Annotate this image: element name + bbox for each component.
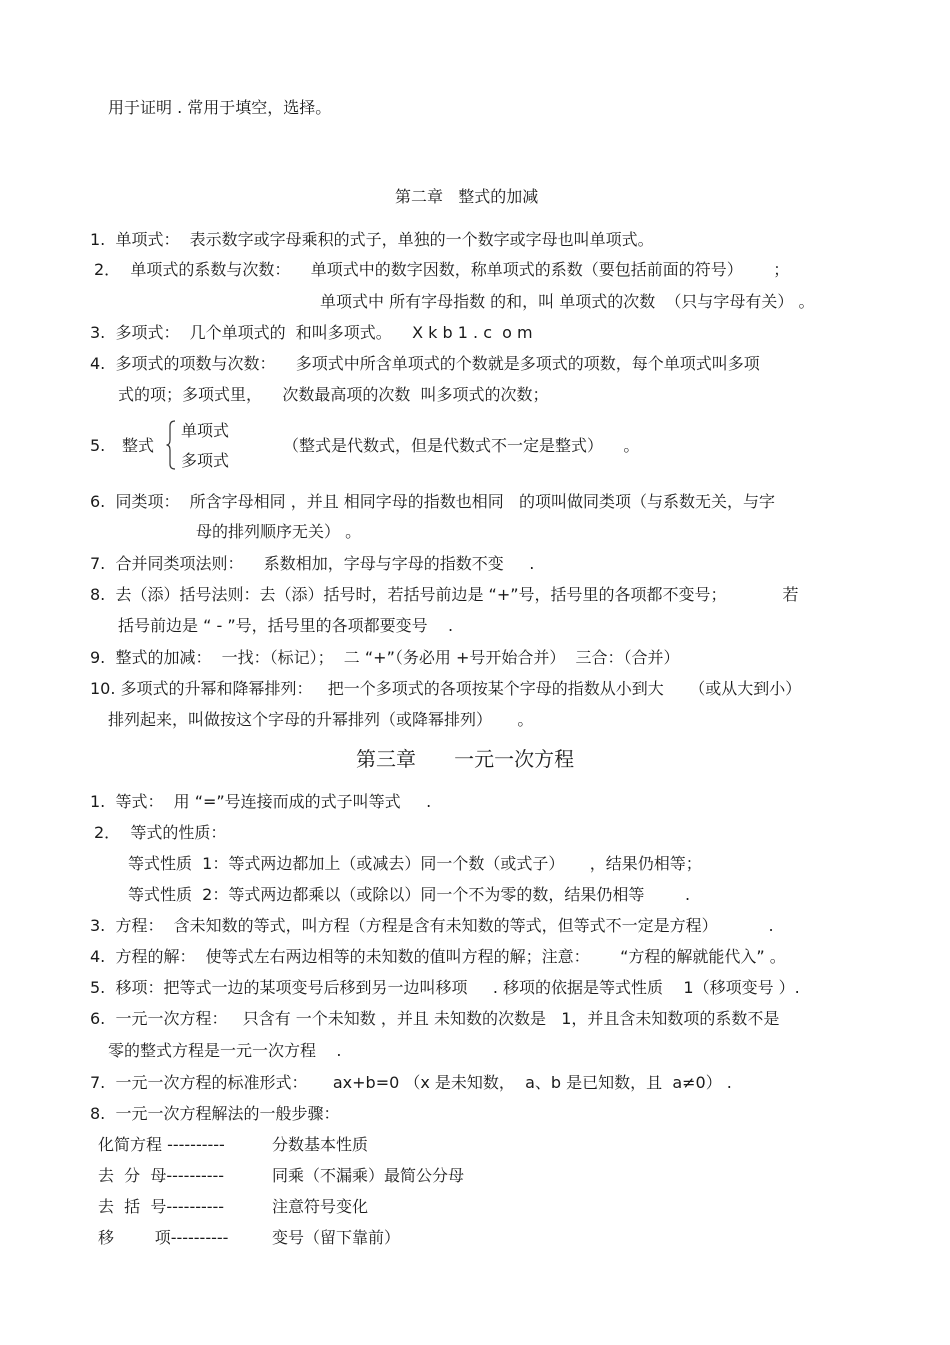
- ch2-item-2-cont: 单项式中 所有字母指数 的和，叫 单项式的次数 （只与字母有关） 。: [320, 292, 815, 311]
- ch3-item-5: 5. 移项：把等式一边的某项变号后移到另一边叫移项 . 移项的依据是等式性质 1（移项变号 ）.: [90, 978, 800, 997]
- ch3-item-7: 7. 一元一次方程的标准形式： ax+b=0 （x 是未知数， a、b 是已知数，且 a≠0） .: [90, 1073, 732, 1092]
- ch3-item-2-property-2: 等式性质 2：等式两边都乘以（或除以）同一个不为零的数，结果仍相等 .: [128, 885, 691, 904]
- ch3-item-8: 8. 一元一次方程解法的一般步骤：: [90, 1104, 340, 1123]
- ch2-item-5-monomial: 单项式: [181, 421, 230, 440]
- ch2-item-6: 6. 同类项： 所含字母相同 ，并且 相同字母的指数也相同 的项叫做同类项（与系数无关，与字: [90, 492, 776, 511]
- step-name: 去 分 母----------: [98, 1166, 225, 1185]
- ch2-item-8-cont: 括号前边是 “ - ”号，括号里的各项都要变号 .: [118, 616, 454, 635]
- step-description: 变号（留下靠前）: [272, 1228, 401, 1247]
- ch3-item-1: 1. 等式： 用 “=”号连接而成的式子叫等式 .: [90, 792, 432, 811]
- step-description: 分数基本性质: [272, 1135, 369, 1154]
- ch2-item-10-cont: 排列起来，叫做按这个字母的升幂排列（或降幂排列） 。: [108, 710, 534, 729]
- step-description: 注意符号变化: [272, 1197, 369, 1216]
- ch2-item-9: 9. 整式的加减： 一找：（标记）； 二 “+”（务必用 +号开始合并） 三合：（合并）: [90, 648, 680, 667]
- ch3-item-6-cont: 零的整式方程是一元一次方程 .: [108, 1041, 342, 1060]
- curly-brace-icon: [166, 420, 176, 470]
- ch2-item-5-label: 整式: [122, 436, 155, 455]
- step-description: 同乘（不漏乘）最简公分母: [272, 1166, 465, 1185]
- chapter-3-title: 第三章 一元一次方程: [356, 747, 575, 771]
- step-name: 去 括 号----------: [98, 1197, 225, 1216]
- ch2-item-3: 3. 多项式： 几个单项式的 和叫多项式。 X k b 1 . c o m: [90, 323, 533, 342]
- ch2-item-5-note: （整式是代数式，但是代数式不一定是整式） 。: [283, 436, 640, 455]
- ch2-item-4: 4. 多项式的项数与次数： 多项式中所含单项式的个数就是多项式的项数，每个单项式叫多项: [90, 354, 760, 373]
- step-name: 化简方程 ----------: [98, 1135, 225, 1154]
- ch2-item-4-cont: 式的项；多项式里， 次数最高项的次数 叫多项式的次数；: [118, 385, 549, 404]
- step-name: 移 项----------: [98, 1228, 229, 1247]
- chapter-2-title: 第二章 整式的加减: [395, 187, 539, 206]
- ch2-item-5-polynomial: 多项式: [181, 451, 230, 470]
- ch3-item-6: 6. 一元一次方程： 只含有 一个未知数 ，并且 未知数的次数是 1，并且含未知数项的系数不是: [90, 1009, 780, 1028]
- ch2-item-2: 2． 单项式的系数与次数： 单项式中的数字因数，称单项式的系数（要包括前面的符号） ；: [94, 260, 790, 279]
- ch3-item-2: 2． 等式的性质：: [94, 823, 227, 842]
- intro-text: 用于证明 . 常用于填空，选择。: [108, 98, 332, 117]
- ch2-item-7: 7. 合并同类项法则： 系数相加，字母与字母的指数不变 .: [90, 554, 535, 573]
- ch2-item-10: 10. 多项式的升幂和降幂排列： 把一个多项式的各项按某个字母的指数从小到大 （或从大到小）: [90, 679, 802, 698]
- ch2-item-6-cont: 母的排列顺序无关） 。: [196, 522, 362, 541]
- ch2-item-5-number: 5.: [90, 436, 106, 455]
- ch3-item-2-property-1: 等式性质 1：等式两边都加上（或减去）同一个数（或式子） ，结果仍相等；: [128, 854, 702, 873]
- ch2-item-1: 1. 单项式： 表示数字或字母乘积的式子，单独的一个数字或字母也叫单项式。: [90, 230, 654, 249]
- ch2-item-8: 8. 去（添）括号法则：去（添）括号时，若括号前边是 “+”号，括号里的各项都不变号； 若: [90, 585, 799, 604]
- ch3-item-4: 4. 方程的解： 使等式左右两边相等的未知数的值叫方程的解；注意： “方程的解就能代入” 。: [90, 947, 786, 966]
- ch3-item-3: 3. 方程： 含未知数的等式，叫方程（方程是含有未知数的等式，但等式不一定是方程） .: [90, 916, 774, 935]
